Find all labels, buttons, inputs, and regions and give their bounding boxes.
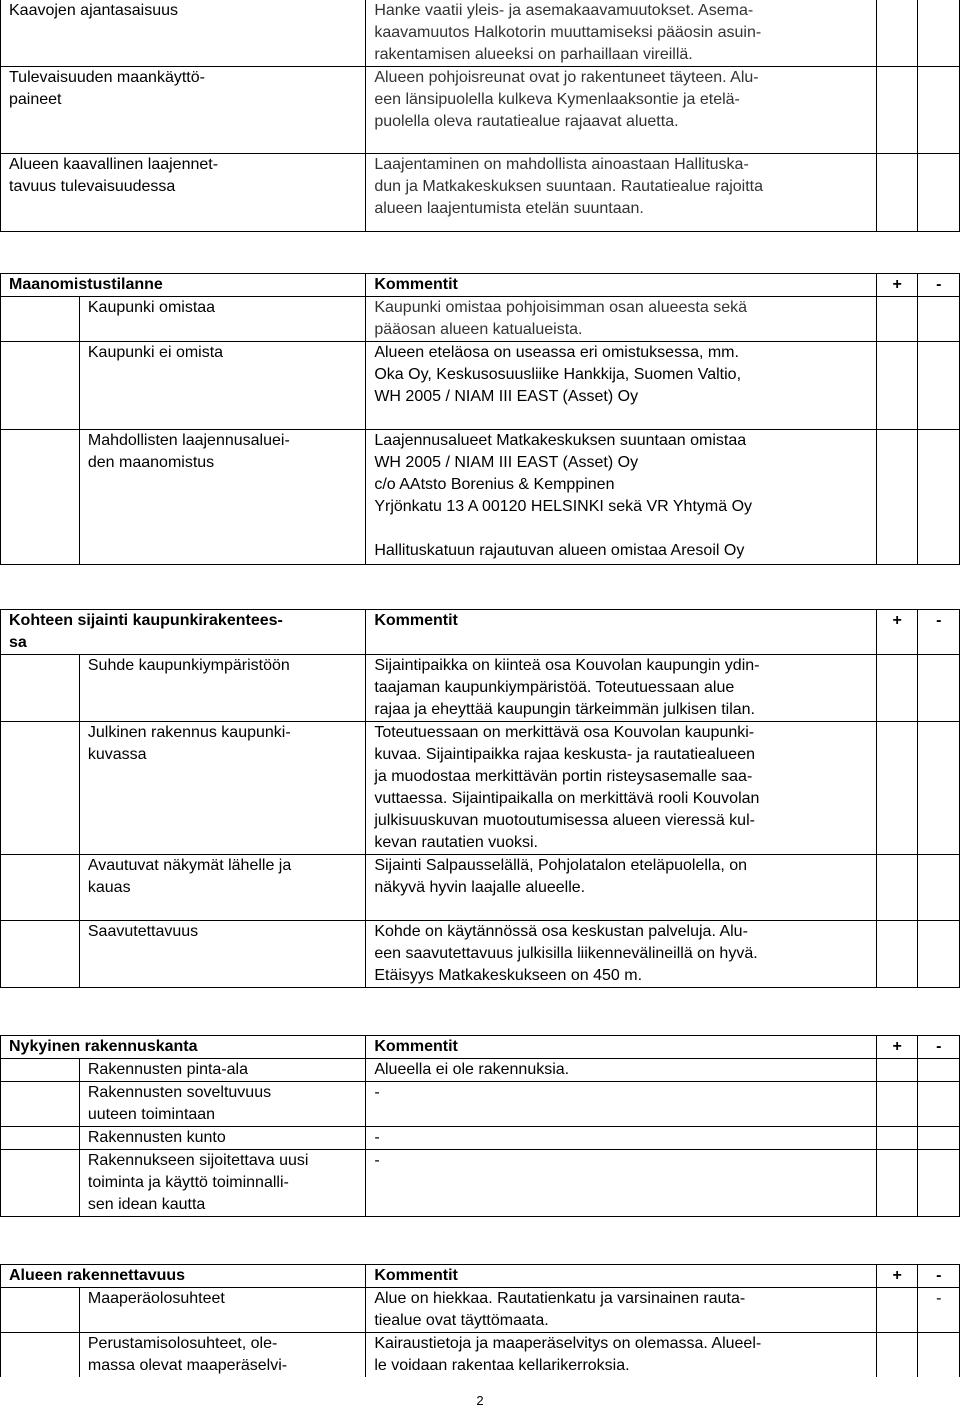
section-title: Nykyinen rakennuskanta [1,1036,366,1059]
minus-cell [918,655,960,722]
table-row [1,855,960,921]
section-title: Maanomistustilanne [1,274,366,297]
table-row [1,1127,960,1150]
row-label: Perustamisolosuhteet, ole- massa olevat maaperäselvi- [79,1333,365,1378]
planning-section [0,0,960,232]
plus-cell [876,855,918,921]
plus-cell [876,921,918,988]
minus-cell [918,0,960,67]
minus-cell [918,1333,960,1378]
minus-cell [918,921,960,988]
table-row [1,430,960,565]
section-title: Alueen rakennettavuus [1,1265,366,1288]
minus-header: - [918,1265,960,1288]
minus-cell [918,1059,960,1082]
location-table [0,609,960,988]
row-comment: Kohde on käytännössä osa keskustan palveluja. Alu- een saavutettavuus julkisilla liikennevälineillä on hyvä. Etäisyys Matkakeskukseen on 450 m. [366,921,877,988]
minus-header: - [918,610,960,655]
plus-cell [876,1059,918,1082]
table-row [1,67,960,154]
building-stock-table [0,1035,960,1217]
plus-cell [876,1127,918,1150]
minus-cell [918,855,960,921]
row-label: Tulevaisuuden maankäyttö- paineet [1,67,366,154]
minus-cell [918,342,960,430]
row-comment: - [366,1127,877,1150]
table-row [1,1059,960,1082]
plus-cell [876,430,918,565]
minus-cell [918,67,960,154]
plus-cell [876,342,918,430]
table-row [1,1333,960,1378]
plus-cell [876,1082,918,1127]
row-label: Maaperäolosuhteet [79,1288,365,1333]
row-comment: Hanke vaatii yleis- ja asemakaavamuutokset. Asema- kaavamuutos Halkotorin muuttamiseksi pääosin asuin- rakentamisen alueeksi on parhaillaan vireillä. [366,0,877,67]
row-comment: - [366,1150,877,1217]
minus-cell: - [918,1288,960,1333]
row-comment: Laajentaminen on mahdollista ainoastaan Hallituska- dun ja Matkakeskuksen suuntaan. Rautatiealue rajoitta alueen laajentumista etelän suuntaan. [366,154,877,232]
table-row [1,1150,960,1217]
row-comment: Kairaustietoja ja maaperäselvitys on olemassa. Alueel- le voidaan rakentaa kellarikerroksia. [366,1333,877,1378]
row-comment: Toteutuessaan on merkittävä osa Kouvolan kaupunki- kuvaa. Sijaintipaikka rajaa keskusta- ja rautatiealueen ja muodostaa merkittävän portin risteysasemalle saa- vuttaessa. Sijaintipaikalla on merkittävä rooli Kouvolan julkisuuskuvan muotoutumisessa alueen vieressä kul- kevan rautatien vuoksi. [366,722,877,855]
row-comment: Kaupunki omistaa pohjoisimman osan alueesta sekä pääosan alueen katualueista. [366,297,877,342]
row-label: Rakennusten soveltuvuus uuteen toimintaan [79,1082,365,1127]
plus-cell [876,722,918,855]
minus-cell [918,1082,960,1127]
comments-header: Kommentit [366,1265,877,1288]
plus-cell [876,0,918,67]
row-comment: Alueella ei ole rakennuksia. [366,1059,877,1082]
row-label: Rakennusten pinta-ala [79,1059,365,1082]
table-row [1,655,960,722]
plus-cell [876,67,918,154]
row-label: Rakennukseen sijoitettava uusi toiminta ja käyttö toiminnalli- sen idean kautta [79,1150,365,1217]
plus-cell [876,655,918,722]
row-comment: Sijainti Salpausselällä, Pohjolatalon eteläpuolella, on näkyvä hyvin laajalle alueelle. [366,855,877,921]
plus-header: + [876,1036,918,1059]
minus-cell [918,1127,960,1150]
plus-header: + [876,274,918,297]
table-header-row [1,1036,960,1059]
row-label: Julkinen rakennus kaupunki- kuvassa [79,722,365,855]
minus-cell [918,722,960,855]
row-label: Kaavojen ajantasaisuus [1,0,366,67]
table-row [1,1082,960,1127]
row-label: Alueen kaavallinen laajennet- tavuus tulevaisuudessa [1,154,366,232]
buildability-section [0,1264,960,1377]
row-label: Kaupunki omistaa [79,297,365,342]
comments-header: Kommentit [366,610,877,655]
plus-cell [876,1288,918,1333]
minus-cell [918,1150,960,1217]
table-row [1,722,960,855]
buildability-table [0,1264,960,1377]
row-comment: Alueen eteläosa on useassa eri omistuksessa, mm. Oka Oy, Keskusosuusliike Hankkija, Suomen Valtio, WH 2005 / NIAM III EAST (Asset) Oy [366,342,877,430]
plus-cell [876,297,918,342]
minus-cell [918,297,960,342]
table-row [1,297,960,342]
plus-cell [876,1150,918,1217]
row-comment: Sijaintipaikka on kiinteä osa Kouvolan kaupungin ydin- taajaman kaupunkiympäristöä. Toteutuessaan alue rajaa ja eheyttää kaupungin tärkeimmän julkisen tilan. [366,655,877,722]
minus-header: - [918,1036,960,1059]
row-comment: Laajennusalueet Matkakeskuksen suuntaan omistaa WH 2005 / NIAM III EAST (Asset) Oy c/o AAtsto Borenius & Kemppinen Yrjönkatu 13 A 00120 HELSINKI sekä VR Yhtymä Oy Hallituskatuun rajautuvan alueen omistaa Aresoil Oy [366,430,877,565]
plus-cell [876,1333,918,1378]
row-label: Avautuvat näkymät lähelle ja kauas [79,855,365,921]
table-header-row [1,610,960,655]
ownership-section [0,273,960,565]
comments-header: Kommentit [366,274,877,297]
ownership-table [0,273,960,565]
row-label: Saavutettavuus [79,921,365,988]
row-comment: Alueen pohjoisreunat ovat jo rakentuneet täyteen. Alu- een länsipuolella kulkeva Kymenlaaksontie ja etelä- puolella oleva rautatiealue rajaavat aluetta. [366,67,877,154]
row-label: Mahdollisten laajennusaluei- den maanomistus [79,430,365,565]
plus-header: + [876,610,918,655]
minus-cell [918,154,960,232]
building-stock-section [0,1035,960,1217]
plus-cell [876,154,918,232]
section-title: Kohteen sijainti kaupunkirakentees- sa [1,610,366,655]
row-comment: Alue on hiekkaa. Rautatienkatu ja varsinainen rauta- tiealue ovat täyttömaata. [366,1288,877,1333]
table-row [1,154,960,232]
plus-header: + [876,1265,918,1288]
table-row [1,0,960,67]
page-number: 2 [476,1393,484,1408]
minus-cell [918,430,960,565]
comments-header: Kommentit [366,1036,877,1059]
minus-header: - [918,274,960,297]
table-row [1,342,960,430]
row-label: Suhde kaupunkiympäristöön [79,655,365,722]
table-header-row [1,1265,960,1288]
planning-table [0,0,960,232]
table-header-row [1,274,960,297]
table-row [1,921,960,988]
row-label: Rakennusten kunto [79,1127,365,1150]
row-comment: - [366,1082,877,1127]
row-label: Kaupunki ei omista [79,342,365,430]
location-section [0,609,960,988]
table-row [1,1288,960,1333]
